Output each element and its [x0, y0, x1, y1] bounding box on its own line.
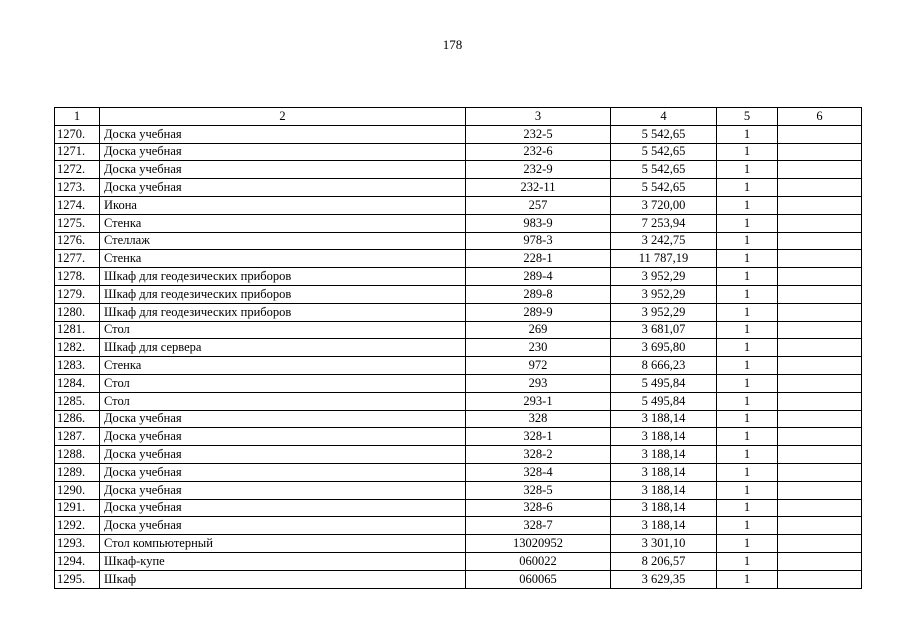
cell-inventory-code: 232-9 [466, 161, 611, 179]
cell-name: Доска учебная [100, 517, 466, 535]
header-cell-number: 1 [55, 108, 100, 126]
cell-quantity: 1 [717, 535, 778, 553]
inventory-table-body [55, 108, 862, 589]
header-cell-code: 3 [466, 108, 611, 126]
cell-number: 1290. [55, 481, 100, 499]
cell-number: 1289. [55, 463, 100, 481]
cell-quantity: 1 [717, 268, 778, 286]
cell-quantity: 1 [717, 196, 778, 214]
cell-price: 3 188,14 [611, 446, 717, 464]
cell-note [778, 481, 862, 499]
cell-name: Шкаф для геодезических приборов [100, 268, 466, 286]
cell-price: 11 787,19 [611, 250, 717, 268]
table-row [55, 232, 862, 250]
cell-note [778, 446, 862, 464]
cell-quantity: 1 [717, 250, 778, 268]
cell-quantity: 1 [717, 179, 778, 197]
cell-number: 1287. [55, 428, 100, 446]
cell-name: Доска учебная [100, 499, 466, 517]
cell-number: 1294. [55, 552, 100, 570]
cell-number: 1284. [55, 374, 100, 392]
cell-quantity: 1 [717, 428, 778, 446]
cell-inventory-code: 230 [466, 339, 611, 357]
cell-inventory-code: 328-1 [466, 428, 611, 446]
table-header-row [55, 108, 862, 126]
cell-inventory-code: 232-6 [466, 143, 611, 161]
cell-price: 5 542,65 [611, 179, 717, 197]
cell-price: 8 666,23 [611, 357, 717, 375]
table-row [55, 285, 862, 303]
cell-name: Доска учебная [100, 446, 466, 464]
cell-name: Шкаф-купе [100, 552, 466, 570]
cell-note [778, 463, 862, 481]
cell-price: 3 695,80 [611, 339, 717, 357]
cell-inventory-code: 293 [466, 374, 611, 392]
table-row [55, 143, 862, 161]
table-row [55, 357, 862, 375]
cell-note [778, 179, 862, 197]
cell-price: 3 188,14 [611, 463, 717, 481]
cell-note [778, 339, 862, 357]
cell-number: 1281. [55, 321, 100, 339]
cell-inventory-code: 232-11 [466, 179, 611, 197]
cell-number: 1285. [55, 392, 100, 410]
cell-name: Стол [100, 321, 466, 339]
cell-quantity: 1 [717, 232, 778, 250]
cell-note [778, 410, 862, 428]
cell-note [778, 517, 862, 535]
table-row [55, 392, 862, 410]
cell-price: 3 188,14 [611, 481, 717, 499]
cell-note [778, 143, 862, 161]
table-row [55, 161, 862, 179]
header-cell-quantity: 5 [717, 108, 778, 126]
cell-number: 1291. [55, 499, 100, 517]
cell-quantity: 1 [717, 410, 778, 428]
cell-quantity: 1 [717, 446, 778, 464]
header-cell-note: 6 [778, 108, 862, 126]
cell-number: 1277. [55, 250, 100, 268]
cell-note [778, 499, 862, 517]
cell-price: 5 542,65 [611, 143, 717, 161]
table-row [55, 214, 862, 232]
cell-number: 1295. [55, 570, 100, 588]
cell-name: Доска учебная [100, 143, 466, 161]
cell-quantity: 1 [717, 303, 778, 321]
cell-quantity: 1 [717, 143, 778, 161]
cell-name: Стол [100, 374, 466, 392]
cell-inventory-code: 978-3 [466, 232, 611, 250]
cell-inventory-code: 289-4 [466, 268, 611, 286]
cell-inventory-code: 289-9 [466, 303, 611, 321]
table-row [55, 321, 862, 339]
cell-note [778, 268, 862, 286]
cell-name: Шкаф для сервера [100, 339, 466, 357]
cell-price: 3 242,75 [611, 232, 717, 250]
cell-note [778, 374, 862, 392]
cell-quantity: 1 [717, 570, 778, 588]
cell-name: Стенка [100, 214, 466, 232]
cell-price: 3 188,14 [611, 428, 717, 446]
cell-quantity: 1 [717, 552, 778, 570]
cell-note [778, 321, 862, 339]
header-cell-price: 4 [611, 108, 717, 126]
cell-price: 3 188,14 [611, 410, 717, 428]
cell-number: 1293. [55, 535, 100, 553]
table-row [55, 125, 862, 143]
cell-note [778, 570, 862, 588]
cell-name: Стеллаж [100, 232, 466, 250]
cell-number: 1279. [55, 285, 100, 303]
cell-note [778, 250, 862, 268]
table-row [55, 535, 862, 553]
cell-quantity: 1 [717, 214, 778, 232]
cell-name: Стол компьютерный [100, 535, 466, 553]
cell-price: 3 629,35 [611, 570, 717, 588]
cell-quantity: 1 [717, 517, 778, 535]
cell-name: Шкаф [100, 570, 466, 588]
table-row [55, 517, 862, 535]
cell-note [778, 535, 862, 553]
cell-name: Доска учебная [100, 179, 466, 197]
table-row [55, 552, 862, 570]
table-row [55, 463, 862, 481]
cell-inventory-code: 228-1 [466, 250, 611, 268]
cell-inventory-code: 257 [466, 196, 611, 214]
cell-quantity: 1 [717, 374, 778, 392]
cell-note [778, 303, 862, 321]
cell-name: Шкаф для геодезических приборов [100, 285, 466, 303]
cell-inventory-code: 328-5 [466, 481, 611, 499]
cell-name: Шкаф для геодезических приборов [100, 303, 466, 321]
cell-inventory-code: 293-1 [466, 392, 611, 410]
cell-number: 1273. [55, 179, 100, 197]
cell-note [778, 552, 862, 570]
inventory-table [54, 107, 862, 589]
cell-quantity: 1 [717, 285, 778, 303]
cell-price: 5 542,65 [611, 125, 717, 143]
cell-name: Доска учебная [100, 463, 466, 481]
cell-note [778, 214, 862, 232]
cell-quantity: 1 [717, 499, 778, 517]
cell-number: 1271. [55, 143, 100, 161]
table-row [55, 446, 862, 464]
cell-note [778, 232, 862, 250]
table-row [55, 374, 862, 392]
cell-inventory-code: 328-4 [466, 463, 611, 481]
cell-inventory-code: 13020952 [466, 535, 611, 553]
cell-number: 1288. [55, 446, 100, 464]
table-row [55, 268, 862, 286]
header-cell-name: 2 [100, 108, 466, 126]
cell-name: Стенка [100, 357, 466, 375]
cell-note [778, 196, 862, 214]
cell-note [778, 285, 862, 303]
cell-number: 1276. [55, 232, 100, 250]
cell-quantity: 1 [717, 481, 778, 499]
table-row [55, 250, 862, 268]
cell-price: 3 188,14 [611, 517, 717, 535]
cell-price: 3 301,10 [611, 535, 717, 553]
cell-price: 3 952,29 [611, 303, 717, 321]
cell-name: Доска учебная [100, 125, 466, 143]
cell-quantity: 1 [717, 463, 778, 481]
cell-quantity: 1 [717, 339, 778, 357]
cell-number: 1272. [55, 161, 100, 179]
cell-inventory-code: 972 [466, 357, 611, 375]
cell-quantity: 1 [717, 321, 778, 339]
cell-inventory-code: 328-6 [466, 499, 611, 517]
cell-name: Доска учебная [100, 161, 466, 179]
page-number: 178 [442, 37, 463, 52]
cell-number: 1283. [55, 357, 100, 375]
table-row [55, 499, 862, 517]
table-row [55, 196, 862, 214]
cell-inventory-code: 983-9 [466, 214, 611, 232]
cell-inventory-code: 060065 [466, 570, 611, 588]
cell-number: 1280. [55, 303, 100, 321]
cell-number: 1270. [55, 125, 100, 143]
cell-name: Доска учебная [100, 428, 466, 446]
cell-price: 5 542,65 [611, 161, 717, 179]
cell-price: 5 495,84 [611, 392, 717, 410]
table-row [55, 303, 862, 321]
table-row [55, 339, 862, 357]
cell-inventory-code: 328-2 [466, 446, 611, 464]
cell-price: 3 720,00 [611, 196, 717, 214]
cell-number: 1274. [55, 196, 100, 214]
cell-name: Икона [100, 196, 466, 214]
cell-inventory-code: 328-7 [466, 517, 611, 535]
cell-number: 1282. [55, 339, 100, 357]
cell-note [778, 161, 862, 179]
cell-price: 7 253,94 [611, 214, 717, 232]
table-row [55, 428, 862, 446]
cell-inventory-code: 289-8 [466, 285, 611, 303]
cell-number: 1278. [55, 268, 100, 286]
cell-inventory-code: 060022 [466, 552, 611, 570]
cell-name: Доска учебная [100, 481, 466, 499]
cell-name: Стол [100, 392, 466, 410]
cell-quantity: 1 [717, 161, 778, 179]
cell-note [778, 392, 862, 410]
cell-price: 3 188,14 [611, 499, 717, 517]
cell-inventory-code: 328 [466, 410, 611, 428]
table-row [55, 570, 862, 588]
cell-name: Стенка [100, 250, 466, 268]
table-row [55, 481, 862, 499]
cell-note [778, 125, 862, 143]
cell-name: Доска учебная [100, 410, 466, 428]
cell-number: 1292. [55, 517, 100, 535]
cell-price: 3 681,07 [611, 321, 717, 339]
cell-number: 1275. [55, 214, 100, 232]
cell-price: 8 206,57 [611, 552, 717, 570]
cell-inventory-code: 232-5 [466, 125, 611, 143]
cell-number: 1286. [55, 410, 100, 428]
table-row [55, 179, 862, 197]
table-row [55, 410, 862, 428]
cell-price: 3 952,29 [611, 285, 717, 303]
cell-price: 5 495,84 [611, 374, 717, 392]
cell-quantity: 1 [717, 392, 778, 410]
cell-inventory-code: 269 [466, 321, 611, 339]
cell-price: 3 952,29 [611, 268, 717, 286]
cell-quantity: 1 [717, 125, 778, 143]
cell-note [778, 357, 862, 375]
cell-note [778, 428, 862, 446]
cell-quantity: 1 [717, 357, 778, 375]
